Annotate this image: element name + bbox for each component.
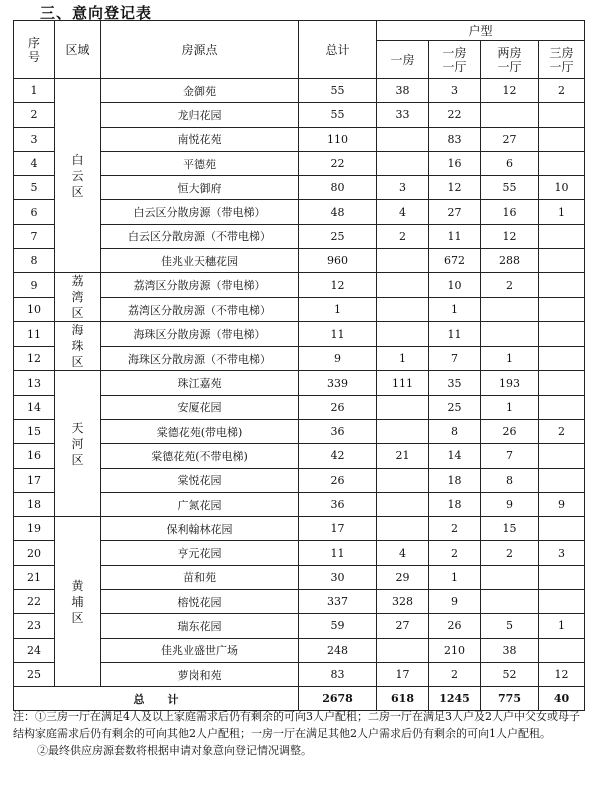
district-cell bbox=[55, 79, 101, 273]
count-one-room-one-hall: 11 bbox=[429, 224, 481, 248]
count-one-room-one-hall: 27 bbox=[429, 200, 481, 224]
count-one-room-one-hall: 9 bbox=[429, 590, 481, 614]
header-type-1: 一房 bbox=[377, 41, 429, 79]
count-three-room-one-hall bbox=[539, 346, 585, 371]
count-two-room-one-hall bbox=[481, 297, 539, 322]
count-one-room-one-hall: 7 bbox=[429, 346, 481, 371]
property-name: 广氮花园 bbox=[101, 492, 299, 516]
count-two-room-one-hall: 9 bbox=[481, 492, 539, 516]
row-number: 6 bbox=[14, 200, 55, 224]
property-name: 榕悦花园 bbox=[101, 590, 299, 614]
count-three-room-one-hall bbox=[539, 565, 585, 589]
row-number: 19 bbox=[14, 517, 55, 541]
district-label: 天 河 区 bbox=[71, 420, 84, 467]
row-number: 17 bbox=[14, 468, 55, 492]
note-2: ②最终供应房源套数将根据申请对象意向登记情况调整。 bbox=[37, 744, 312, 757]
count-one-room: 328 bbox=[377, 590, 429, 614]
count-two-room-one-hall: 27 bbox=[481, 127, 539, 151]
property-name: 海珠区分散房源（不带电梯） bbox=[101, 346, 299, 371]
count-one-room bbox=[377, 492, 429, 516]
count-one-room-one-hall: 8 bbox=[429, 419, 481, 443]
property-name: 佳兆业盛世广场 bbox=[101, 638, 299, 662]
count-one-room-one-hall: 18 bbox=[429, 492, 481, 516]
property-name: 苗和苑 bbox=[101, 565, 299, 589]
total-count: 59 bbox=[299, 614, 377, 638]
count-one-room: 111 bbox=[377, 371, 429, 395]
total-count: 110 bbox=[299, 127, 377, 151]
total-count: 960 bbox=[299, 249, 377, 273]
count-two-room-one-hall: 26 bbox=[481, 419, 539, 443]
count-one-room: 4 bbox=[377, 200, 429, 224]
count-two-room-one-hall: 193 bbox=[481, 371, 539, 395]
count-one-room bbox=[377, 638, 429, 662]
district-cell bbox=[55, 371, 101, 517]
count-one-room-one-hall: 2 bbox=[429, 517, 481, 541]
count-one-room-one-hall: 10 bbox=[429, 273, 481, 298]
count-one-room-one-hall: 672 bbox=[429, 249, 481, 273]
property-name: 白云区分散房源（带电梯） bbox=[101, 200, 299, 224]
registration-table bbox=[13, 20, 585, 711]
row-number: 2 bbox=[14, 103, 55, 127]
property-name: 安厦花园 bbox=[101, 395, 299, 419]
total-count: 11 bbox=[299, 322, 377, 347]
property-name: 亨元花园 bbox=[101, 541, 299, 565]
count-one-room: 29 bbox=[377, 565, 429, 589]
count-one-room bbox=[377, 249, 429, 273]
count-one-room-one-hall: 3 bbox=[429, 79, 481, 103]
total-count: 55 bbox=[299, 79, 377, 103]
count-two-room-one-hall: 6 bbox=[481, 151, 539, 175]
total-t2: 1245 bbox=[429, 687, 481, 711]
count-two-room-one-hall: 2 bbox=[481, 273, 539, 298]
count-three-room-one-hall: 1 bbox=[539, 614, 585, 638]
count-one-room: 4 bbox=[377, 541, 429, 565]
count-three-room-one-hall: 12 bbox=[539, 662, 585, 686]
row-number: 18 bbox=[14, 492, 55, 516]
count-one-room bbox=[377, 297, 429, 322]
table-row bbox=[14, 273, 585, 298]
count-one-room-one-hall: 11 bbox=[429, 322, 481, 347]
property-name: 珠江嘉苑 bbox=[101, 371, 299, 395]
total-count: 36 bbox=[299, 419, 377, 443]
property-name: 保利翰林花园 bbox=[101, 517, 299, 541]
count-two-room-one-hall bbox=[481, 565, 539, 589]
count-three-room-one-hall bbox=[539, 151, 585, 175]
count-three-room-one-hall bbox=[539, 395, 585, 419]
district-label: 黄 埔 区 bbox=[71, 578, 84, 625]
row-number: 11 bbox=[14, 322, 55, 347]
note-1: 注：①三房一厅在满足4人及以上家庭需求后仍有剩余的可向3人户配租；二房一厅在满足3人户及2人户中父女或母子结构家庭需求后仍有剩余的可向其他2人户配租；一房一厅在满足其他2人户需求后仍有剩余的可向1人户配租。 bbox=[13, 710, 580, 740]
count-two-room-one-hall: 52 bbox=[481, 662, 539, 686]
row-number: 1 bbox=[14, 79, 55, 103]
count-three-room-one-hall bbox=[539, 468, 585, 492]
district-cell bbox=[55, 517, 101, 687]
header-property: 房源点 bbox=[101, 21, 299, 79]
count-one-room: 17 bbox=[377, 662, 429, 686]
count-three-room-one-hall bbox=[539, 590, 585, 614]
property-name: 荔湾区分散房源（不带电梯） bbox=[101, 297, 299, 322]
count-one-room-one-hall: 16 bbox=[429, 151, 481, 175]
section-title: 三、意向登记表 bbox=[40, 4, 153, 22]
property-name: 海珠区分散房源（带电梯） bbox=[101, 322, 299, 347]
property-name: 棠德花苑(不带电梯) bbox=[101, 444, 299, 468]
header-type-2: 一房 一厅 bbox=[429, 41, 481, 79]
header-no: 序 号 bbox=[14, 21, 55, 79]
count-one-room: 21 bbox=[377, 444, 429, 468]
count-one-room-one-hall: 2 bbox=[429, 662, 481, 686]
count-one-room-one-hall: 1 bbox=[429, 565, 481, 589]
row-number: 8 bbox=[14, 249, 55, 273]
district-label: 海 珠 区 bbox=[71, 323, 84, 370]
count-one-room bbox=[377, 322, 429, 347]
row-number: 3 bbox=[14, 127, 55, 151]
property-name: 龙归花园 bbox=[101, 103, 299, 127]
count-one-room bbox=[377, 151, 429, 175]
total-count: 11 bbox=[299, 541, 377, 565]
count-two-room-one-hall: 5 bbox=[481, 614, 539, 638]
total-label: 总 计 bbox=[14, 687, 299, 711]
count-two-room-one-hall: 12 bbox=[481, 79, 539, 103]
count-one-room bbox=[377, 517, 429, 541]
header-type-3: 两房 一厅 bbox=[481, 41, 539, 79]
row-number: 7 bbox=[14, 224, 55, 248]
total-count: 42 bbox=[299, 444, 377, 468]
count-three-room-one-hall bbox=[539, 249, 585, 273]
property-name: 恒大御府 bbox=[101, 176, 299, 200]
count-one-room: 38 bbox=[377, 79, 429, 103]
row-number: 15 bbox=[14, 419, 55, 443]
property-name: 南悦花苑 bbox=[101, 127, 299, 151]
count-one-room: 1 bbox=[377, 346, 429, 371]
count-three-room-one-hall bbox=[539, 517, 585, 541]
property-name: 棠德花苑(带电梯) bbox=[101, 419, 299, 443]
property-name: 萝岗和苑 bbox=[101, 662, 299, 686]
count-three-room-one-hall: 3 bbox=[539, 541, 585, 565]
property-name: 金御苑 bbox=[101, 79, 299, 103]
count-one-room: 27 bbox=[377, 614, 429, 638]
count-three-room-one-hall: 10 bbox=[539, 176, 585, 200]
count-two-room-one-hall: 1 bbox=[481, 346, 539, 371]
total-count: 17 bbox=[299, 517, 377, 541]
total-count: 9 bbox=[299, 346, 377, 371]
count-one-room: 2 bbox=[377, 224, 429, 248]
row-number: 20 bbox=[14, 541, 55, 565]
row-number: 14 bbox=[14, 395, 55, 419]
count-three-room-one-hall bbox=[539, 273, 585, 298]
count-two-room-one-hall: 12 bbox=[481, 224, 539, 248]
total-count: 30 bbox=[299, 565, 377, 589]
count-one-room-one-hall: 35 bbox=[429, 371, 481, 395]
table-row bbox=[14, 371, 585, 395]
row-number: 12 bbox=[14, 346, 55, 371]
total-count: 22 bbox=[299, 151, 377, 175]
property-name: 瑞东花园 bbox=[101, 614, 299, 638]
property-name: 白云区分散房源（不带电梯） bbox=[101, 224, 299, 248]
total-t1: 618 bbox=[377, 687, 429, 711]
count-three-room-one-hall: 1 bbox=[539, 200, 585, 224]
count-three-room-one-hall: 2 bbox=[539, 79, 585, 103]
property-name: 荔湾区分散房源（带电梯） bbox=[101, 273, 299, 298]
total-count: 25 bbox=[299, 224, 377, 248]
count-three-room-one-hall bbox=[539, 371, 585, 395]
total-count: 48 bbox=[299, 200, 377, 224]
property-name: 棠悦花园 bbox=[101, 468, 299, 492]
count-one-room: 3 bbox=[377, 176, 429, 200]
total-count: 26 bbox=[299, 395, 377, 419]
count-one-room-one-hall: 14 bbox=[429, 444, 481, 468]
count-one-room bbox=[377, 419, 429, 443]
row-number: 21 bbox=[14, 565, 55, 589]
count-one-room bbox=[377, 127, 429, 151]
total-count: 248 bbox=[299, 638, 377, 662]
total-total: 2678 bbox=[299, 687, 377, 711]
table-row bbox=[14, 517, 585, 541]
count-three-room-one-hall bbox=[539, 103, 585, 127]
district-label: 白 云 区 bbox=[71, 152, 84, 199]
count-two-room-one-hall bbox=[481, 322, 539, 347]
total-count: 12 bbox=[299, 273, 377, 298]
total-count: 1 bbox=[299, 297, 377, 322]
count-two-room-one-hall: 288 bbox=[481, 249, 539, 273]
property-name: 平德苑 bbox=[101, 151, 299, 175]
table-row bbox=[14, 79, 585, 103]
table-row bbox=[14, 322, 585, 347]
count-one-room-one-hall: 1 bbox=[429, 297, 481, 322]
count-one-room bbox=[377, 395, 429, 419]
total-count: 337 bbox=[299, 590, 377, 614]
row-number: 5 bbox=[14, 176, 55, 200]
total-count: 55 bbox=[299, 103, 377, 127]
count-two-room-one-hall: 8 bbox=[481, 468, 539, 492]
count-one-room-one-hall: 25 bbox=[429, 395, 481, 419]
count-three-room-one-hall bbox=[539, 322, 585, 347]
total-count: 26 bbox=[299, 468, 377, 492]
count-two-room-one-hall: 15 bbox=[481, 517, 539, 541]
count-one-room-one-hall: 12 bbox=[429, 176, 481, 200]
count-two-room-one-hall: 1 bbox=[481, 395, 539, 419]
count-two-room-one-hall: 38 bbox=[481, 638, 539, 662]
count-three-room-one-hall bbox=[539, 444, 585, 468]
header-district: 区域 bbox=[55, 21, 101, 79]
total-count: 80 bbox=[299, 176, 377, 200]
count-one-room bbox=[377, 273, 429, 298]
total-t4: 40 bbox=[539, 687, 585, 711]
count-one-room-one-hall: 22 bbox=[429, 103, 481, 127]
count-two-room-one-hall: 2 bbox=[481, 541, 539, 565]
row-number: 25 bbox=[14, 662, 55, 686]
property-name: 佳兆业天穗花园 bbox=[101, 249, 299, 273]
row-number: 23 bbox=[14, 614, 55, 638]
count-three-room-one-hall bbox=[539, 297, 585, 322]
count-three-room-one-hall bbox=[539, 127, 585, 151]
count-one-room bbox=[377, 468, 429, 492]
district-label: 荔 湾 区 bbox=[71, 274, 84, 321]
count-one-room-one-hall: 83 bbox=[429, 127, 481, 151]
row-number: 4 bbox=[14, 151, 55, 175]
district-cell bbox=[55, 273, 101, 322]
row-number: 13 bbox=[14, 371, 55, 395]
count-two-room-one-hall: 7 bbox=[481, 444, 539, 468]
row-number: 16 bbox=[14, 444, 55, 468]
total-t3: 775 bbox=[481, 687, 539, 711]
count-three-room-one-hall bbox=[539, 224, 585, 248]
count-one-room-one-hall: 210 bbox=[429, 638, 481, 662]
count-two-room-one-hall bbox=[481, 590, 539, 614]
count-three-room-one-hall: 2 bbox=[539, 419, 585, 443]
count-one-room-one-hall: 2 bbox=[429, 541, 481, 565]
district-cell bbox=[55, 322, 101, 371]
count-two-room-one-hall: 55 bbox=[481, 176, 539, 200]
header-type-4: 三房 一厅 bbox=[539, 41, 585, 79]
total-count: 339 bbox=[299, 371, 377, 395]
count-three-room-one-hall: 9 bbox=[539, 492, 585, 516]
header-unit-type: 户型 bbox=[377, 21, 585, 41]
row-number: 24 bbox=[14, 638, 55, 662]
row-number: 10 bbox=[14, 297, 55, 322]
count-one-room-one-hall: 26 bbox=[429, 614, 481, 638]
row-number: 22 bbox=[14, 590, 55, 614]
total-count: 36 bbox=[299, 492, 377, 516]
count-three-room-one-hall bbox=[539, 638, 585, 662]
header-total: 总计 bbox=[299, 21, 377, 79]
notes bbox=[13, 708, 588, 759]
count-two-room-one-hall bbox=[481, 103, 539, 127]
count-one-room-one-hall: 18 bbox=[429, 468, 481, 492]
row-number: 9 bbox=[14, 273, 55, 298]
count-two-room-one-hall: 16 bbox=[481, 200, 539, 224]
total-count: 83 bbox=[299, 662, 377, 686]
count-one-room: 33 bbox=[377, 103, 429, 127]
